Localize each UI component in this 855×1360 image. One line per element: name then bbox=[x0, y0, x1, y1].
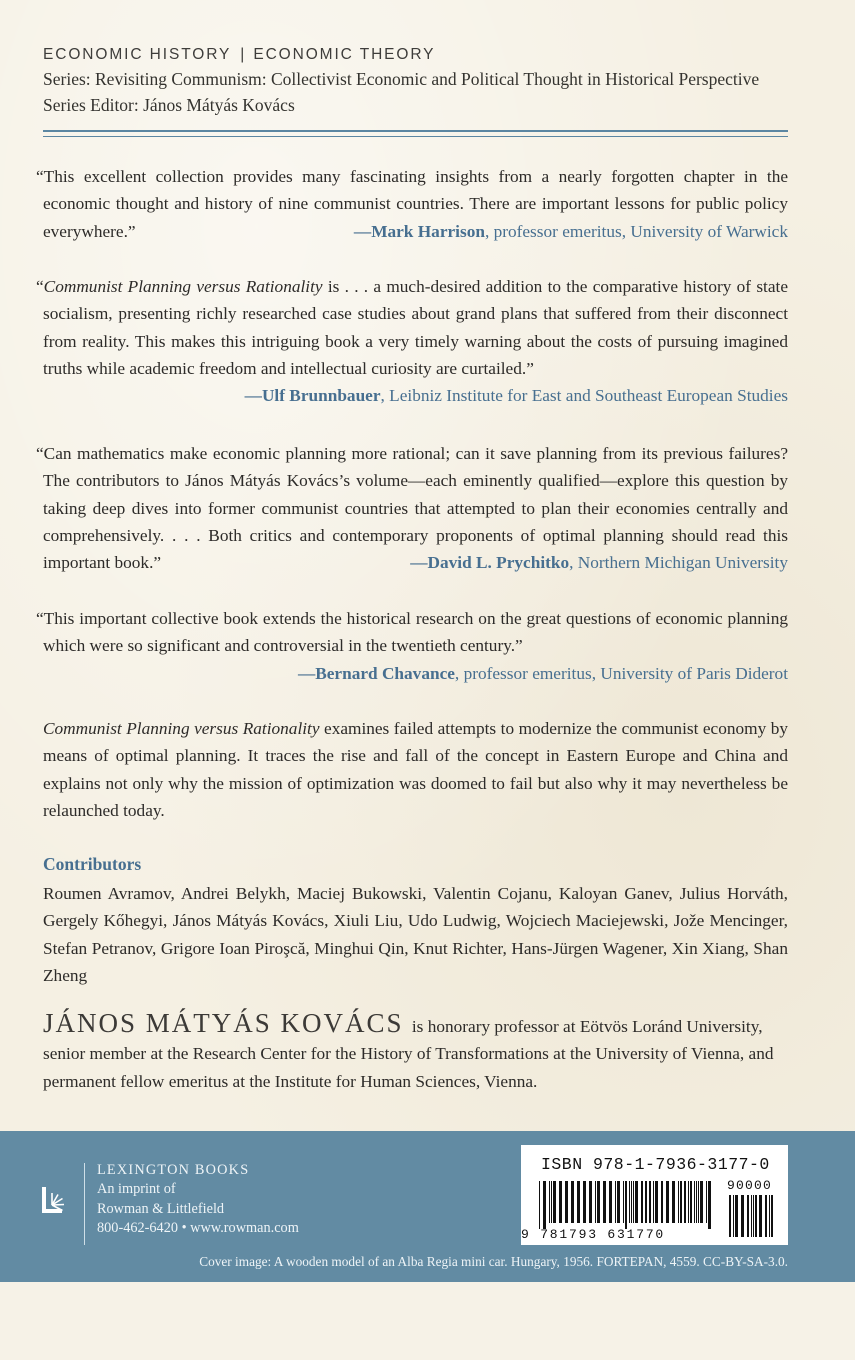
author-bio-text: is honorary professor at Eötvös Loránd University, senior member at the Research Center for the History of Transformations at the University of Vienna, and permanent fellow emeritus at the Institute for Human Sciences, Vienna. bbox=[43, 1017, 774, 1091]
blurb-quote bbox=[36, 440, 788, 576]
barcode-bar bbox=[684, 1181, 686, 1223]
publisher-divider bbox=[84, 1163, 85, 1245]
barcode-bar bbox=[708, 1181, 711, 1229]
lexington-books-logo-icon bbox=[40, 1185, 70, 1219]
barcode-bar bbox=[733, 1195, 734, 1237]
barcode-bar bbox=[759, 1195, 762, 1237]
barcode-bar bbox=[553, 1181, 556, 1223]
author-name: JÁNOS MÁTYÁS KOVÁCS bbox=[43, 1008, 404, 1038]
isbn-label: ISBN 978-1-7936-3177-0 bbox=[541, 1155, 770, 1174]
header bbox=[43, 44, 813, 118]
barcode-bar bbox=[635, 1181, 638, 1223]
series-title: Series: Revisiting Communism: Collectivist Economic and Political Thought in Historical Perspective bbox=[43, 69, 760, 89]
publisher-contact: 800-462-6420 • www.rowman.com bbox=[97, 1220, 299, 1237]
imprint-line: An imprint of bbox=[97, 1181, 176, 1198]
barcode-bar bbox=[680, 1181, 682, 1223]
isbn-barcode bbox=[521, 1145, 788, 1245]
barcode-bar bbox=[549, 1181, 550, 1223]
blurb-quote bbox=[36, 273, 788, 409]
barcode-bar bbox=[551, 1181, 552, 1223]
quote-text: “This important collective book extends the historical research on the great questions of economic planning which were so significant and controversial in the twentieth century.” bbox=[36, 609, 788, 656]
barcode-bar bbox=[694, 1181, 695, 1223]
quote-affiliation: , Leibniz Institute for East and Southeast European Studies bbox=[380, 386, 788, 406]
barcode-bar bbox=[698, 1181, 699, 1223]
quote-author: —Ulf Brunnbauer bbox=[244, 386, 381, 406]
quote-text: “Can mathematics make economic planning more rational; can it save planning from its previous failures? The contributors to János Mátyás Kovács’s volume—each eminently qualified—explore this question by taking deep dives into former communist countries that attempted to plan their economies centrally and comprehensively. . . . Both critics and contemporary proponents of optimal planning should read this important book.” bbox=[36, 444, 788, 573]
quote-author: —Bernard Chavance bbox=[297, 663, 455, 683]
barcode-bar bbox=[771, 1195, 773, 1237]
barcode-bar bbox=[641, 1181, 643, 1223]
book-title-italic: Communist Planning versus Rationality bbox=[43, 719, 320, 738]
contributors-list: Roumen Avramov, Andrei Belykh, Maciej Bukowski, Valentin Cojanu, Kaloyan Ganev, Julius Horváth, Gergely Kőhegyi, János Mátyás Kovács, Xiuli Liu, Udo Ludwig, Wojciech Maciejewski, Jože Mencinger, Stefan Petranov, Grigore Ioan Piroşcă, Minghui Qin, Knut Richter, Hans-Jürgen Wagener, Xin Xiang, Shan Zheng bbox=[43, 884, 788, 985]
barcode-bar bbox=[623, 1181, 624, 1223]
contributors-heading: Contributors bbox=[43, 854, 142, 874]
barcode-bar bbox=[655, 1181, 658, 1223]
barcode-bar bbox=[539, 1181, 540, 1229]
blurb-quote bbox=[36, 163, 788, 245]
barcode-bar bbox=[603, 1181, 606, 1223]
addon-digits: 90000 bbox=[727, 1178, 773, 1193]
barcode-bar bbox=[729, 1195, 731, 1237]
barcode-bar bbox=[583, 1181, 586, 1223]
book-title-italic: Communist Planning versus Rationality bbox=[43, 277, 323, 296]
blurb-quote bbox=[36, 605, 788, 687]
barcode-bar bbox=[661, 1181, 663, 1223]
barcode-bar bbox=[765, 1195, 767, 1237]
ean-digits: 9 781793 631770 bbox=[521, 1227, 666, 1242]
barcode-bar bbox=[753, 1195, 754, 1237]
author-bio bbox=[43, 1010, 788, 1095]
barcode-bar bbox=[653, 1181, 654, 1223]
barcode-bar bbox=[735, 1195, 738, 1237]
barcode-bar bbox=[617, 1181, 620, 1223]
quote-text: is . . . a much-desired addition to the comparative history of state socialism, presenting richly researched case studies about grand plans that suffered from their disconnect from reality. This makes this intriguing book a very timely warning about the costs of pursuing imagined truths while academic freedom and intellectual curiosity are curtailed.” bbox=[43, 277, 788, 378]
barcode-bar bbox=[769, 1195, 770, 1237]
quote-attribution bbox=[43, 660, 788, 687]
barcode-bar bbox=[559, 1181, 562, 1223]
barcode-bar bbox=[571, 1181, 574, 1223]
barcode-bar bbox=[589, 1181, 592, 1223]
barcode-bar bbox=[577, 1181, 580, 1223]
parent-publisher: Rowman & Littlefield bbox=[97, 1200, 225, 1217]
publisher-name: LEXINGTON BOOKS bbox=[97, 1162, 250, 1178]
barcode-bar bbox=[629, 1181, 630, 1223]
quote-affiliation: , Northern Michigan University bbox=[569, 553, 788, 573]
barcode-bar bbox=[633, 1181, 634, 1223]
barcode-bar bbox=[678, 1181, 679, 1223]
barcode-bar bbox=[690, 1181, 692, 1223]
barcode-bar bbox=[645, 1181, 647, 1223]
barcode-bar bbox=[696, 1181, 697, 1223]
quote-affiliation: , professor emeritus, University of Paris Diderot bbox=[454, 663, 788, 683]
quote-text: “This excellent collection provides many fascinating insights from a nearly forgotten chapter in the economic thought and history of nine communist countries. There are important lessons for public policy everywhere.” bbox=[36, 167, 788, 241]
barcode-bar bbox=[625, 1181, 627, 1229]
quote-author: —David L. Prychitko bbox=[410, 553, 570, 573]
book-description bbox=[43, 715, 788, 824]
cover-image-credit: Cover image: A wooden model of an Alba Regia mini car. Hungary, 1956. FORTEPAN, 4559. CC-BY-SA-3.0. bbox=[199, 1254, 788, 1269]
publisher-info bbox=[97, 1161, 299, 1239]
barcode-bar bbox=[672, 1181, 675, 1223]
series-editor: Series Editor: János Mátyás Kovács bbox=[43, 95, 295, 115]
barcode-bar bbox=[631, 1181, 632, 1223]
barcode-bar bbox=[565, 1181, 568, 1223]
category-economic-theory: ECONOMIC THEORY bbox=[253, 46, 436, 63]
category-economic-history: ECONOMIC HISTORY bbox=[43, 46, 232, 63]
quote-open-mark: “ bbox=[36, 277, 44, 296]
barcode-bar bbox=[615, 1181, 616, 1223]
quote-attribution bbox=[43, 382, 788, 409]
barcode-bar bbox=[597, 1181, 600, 1223]
barcode-bar bbox=[741, 1195, 744, 1237]
quote-affiliation: , professor emeritus, University of Warwick bbox=[484, 221, 788, 241]
barcode-bar bbox=[747, 1195, 749, 1237]
header-rule-thick bbox=[43, 130, 788, 132]
quote-attribution bbox=[410, 549, 788, 576]
barcode-bar bbox=[666, 1181, 669, 1223]
subject-categories bbox=[43, 44, 813, 66]
barcode-bar bbox=[609, 1181, 612, 1223]
barcode-bar bbox=[688, 1181, 689, 1223]
barcode-bar bbox=[700, 1181, 703, 1223]
category-separator: | bbox=[240, 46, 245, 63]
barcode-bar bbox=[755, 1195, 757, 1237]
quote-attribution bbox=[353, 218, 788, 245]
barcode-bar bbox=[751, 1195, 752, 1237]
barcode-bar bbox=[706, 1181, 707, 1223]
description-text: examines failed attempts to modernize the communist economy by means of optimal planning. It traces the rise and fall of the concept in Eastern Europe and China and explains not only why the mission of optimization was doomed to fail but also why it may nevertheless be relaunched today. bbox=[43, 719, 789, 820]
barcode-bar bbox=[595, 1181, 596, 1223]
quote-author: —Mark Harrison bbox=[353, 221, 485, 241]
header-rule-thin bbox=[43, 136, 788, 137]
barcode-bar bbox=[543, 1181, 546, 1229]
barcode-bar bbox=[649, 1181, 651, 1223]
